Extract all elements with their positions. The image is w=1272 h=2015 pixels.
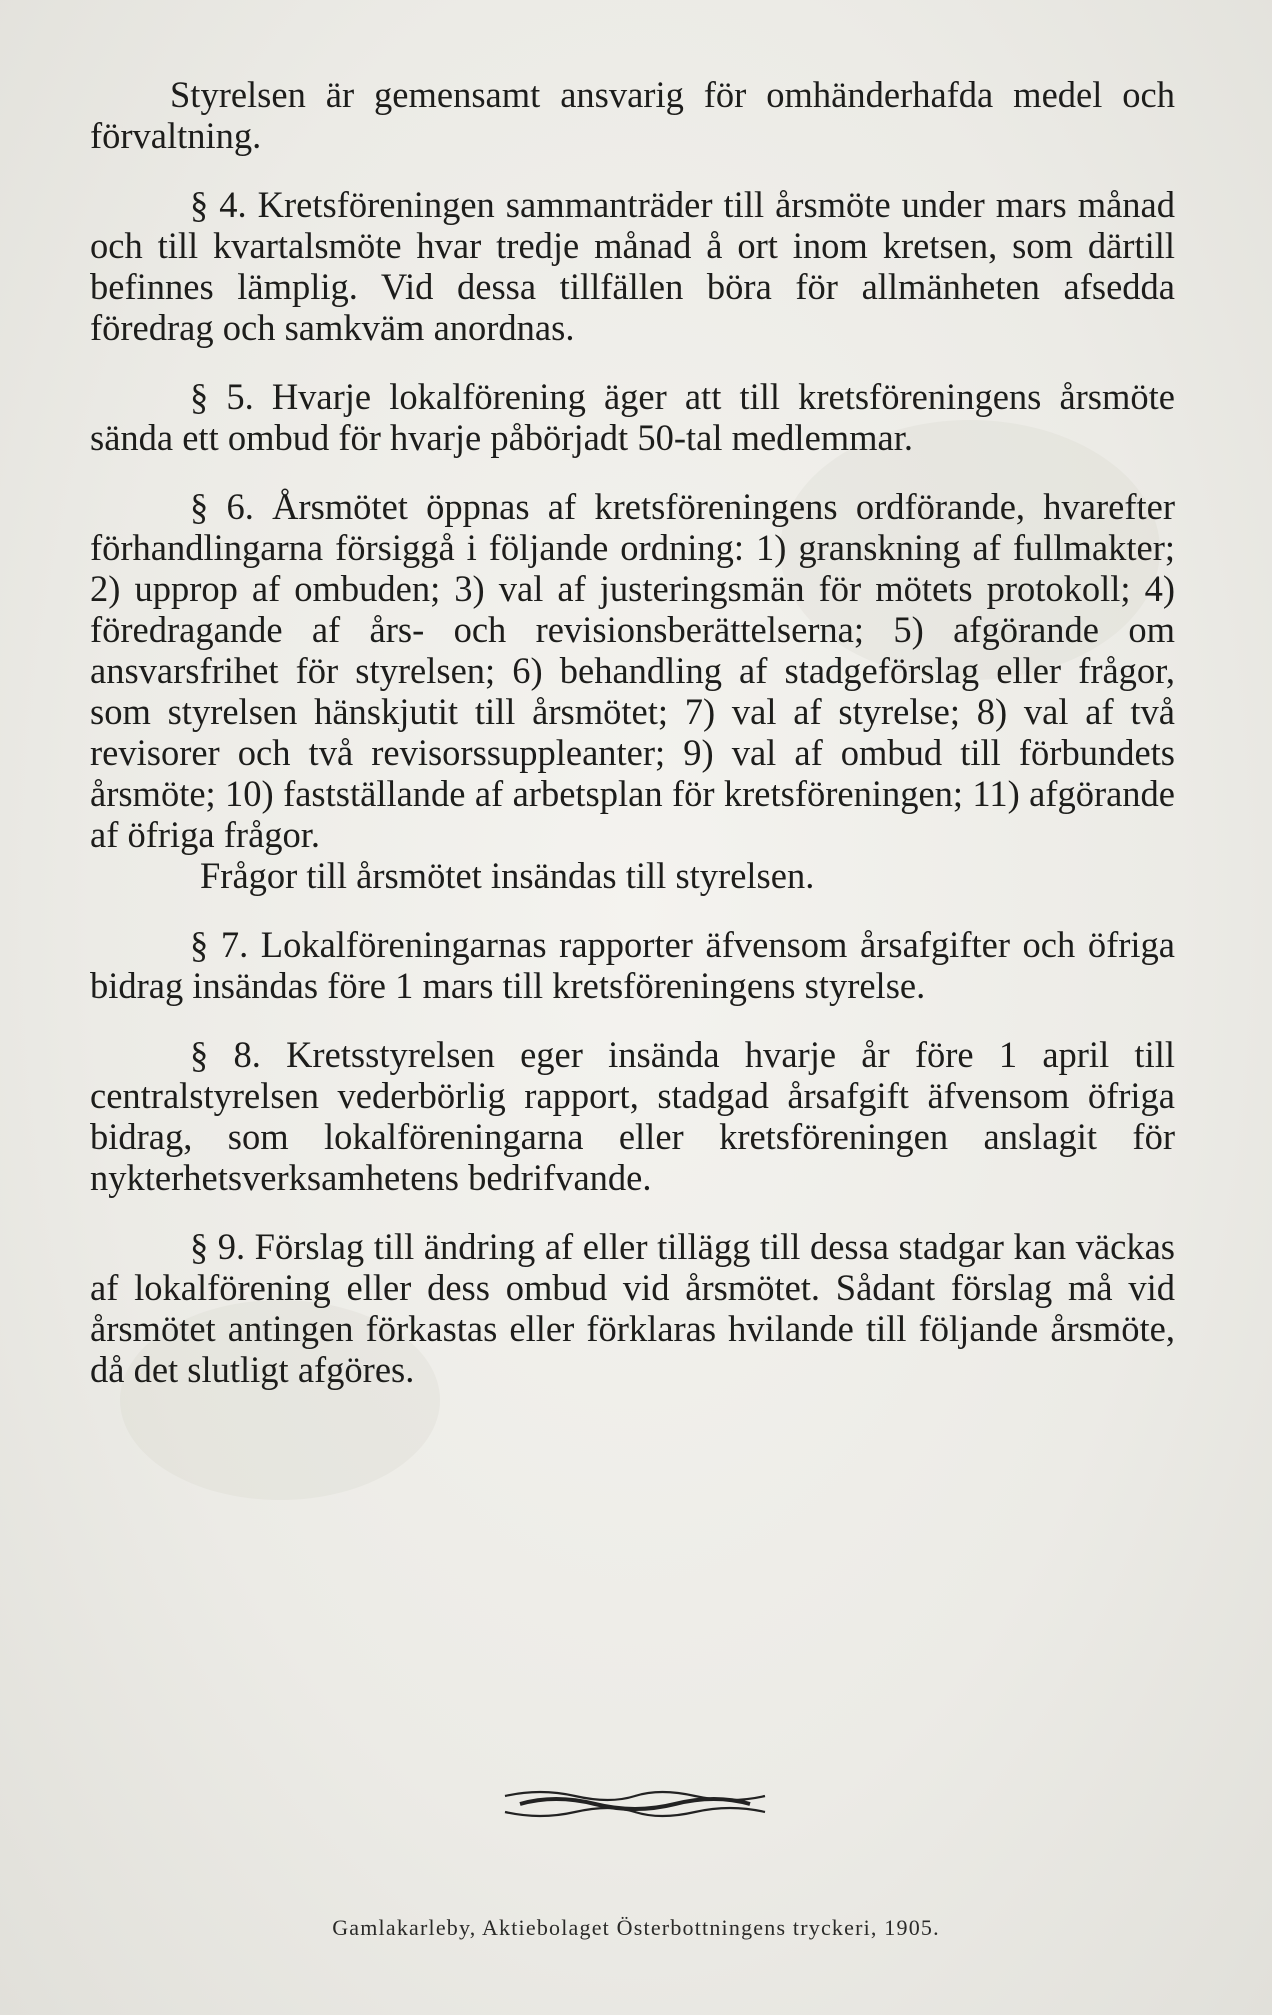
section-9: § 9. Förslag till ändring af eller tillägg till dessa stadgar kan väckas af lokalförening eller dess ombud vid årsmötet. Sådant förslag må vid årsmötet antingen förkastas eller förklaras hvilande till följande årsmöte, då det slutligt afgöres. <box>90 1226 1175 1390</box>
section-7: § 7. Lokalföreningarnas rapporter äfvensom årsafgifter och öfriga bidrag insändas före 1 mars till kretsföreningens styrelse. <box>90 924 1175 1006</box>
wave-ornament-icon <box>500 1782 770 1826</box>
section-6-note: Frågor till årsmötet insändas till styrelsen. <box>200 855 815 896</box>
section-6: § 6. Årsmötet öppnas af kretsföreningens ordförande, hvarefter förhandlingarna försiggå i följande ordning: 1) granskning af fullmakter; 2) upprop af ombuden; 3) val af justeringsmän för mötets protokoll; 4) föredragande af års- och revisionsberättelserna; 5) afgörande om ansvarsfrihet för styrelsen; 6) behandling af stadgeförslag eller frågor, som styrelsen hänskjutit till årsmötet; 7) val af styrelse; 8) val af två revisorer och två revisorssuppleanter; 9) val af ombud till förbundets årsmöte; 10) fastställande af arbetsplan för kretsföreningen; 11) afgörande af öfriga frågor. <box>90 486 1175 855</box>
section-4: § 4. Kretsföreningen sammanträder till årsmöte under mars månad och till kvartalsmöte hvar tredje månad å ort inom kretsen, som därtill befinnes lämplig. Vid dessa tillfällen böra för allmänheten afsedda föredrag och samkväm anordnas. <box>90 184 1175 348</box>
printer-imprint: Gamlakarleby, Aktiebolaget Österbottningens tryckeri, 1905. <box>332 1915 940 1940</box>
section-8: § 8. Kretsstyrelsen eger insända hvarje år före 1 april till centralstyrelsen vederbörlig rapport, stadgad årsafgift äfvensom öfriga bidrag, som lokalföreningarna eller kretsföreningen anslagit för nykterhetsverksamhetens bedrifvande. <box>90 1034 1175 1198</box>
section-5: § 5. Hvarje lokalförening äger att till kretsföreningens årsmöte sända ett ombud för hvarje påbörjadt 50-tal medlemmar. <box>90 376 1175 458</box>
intro-paragraph: Styrelsen är gemensamt ansvarig för omhänderhafda medel och förvaltning. <box>90 74 1175 156</box>
document-body <box>90 74 1175 1390</box>
